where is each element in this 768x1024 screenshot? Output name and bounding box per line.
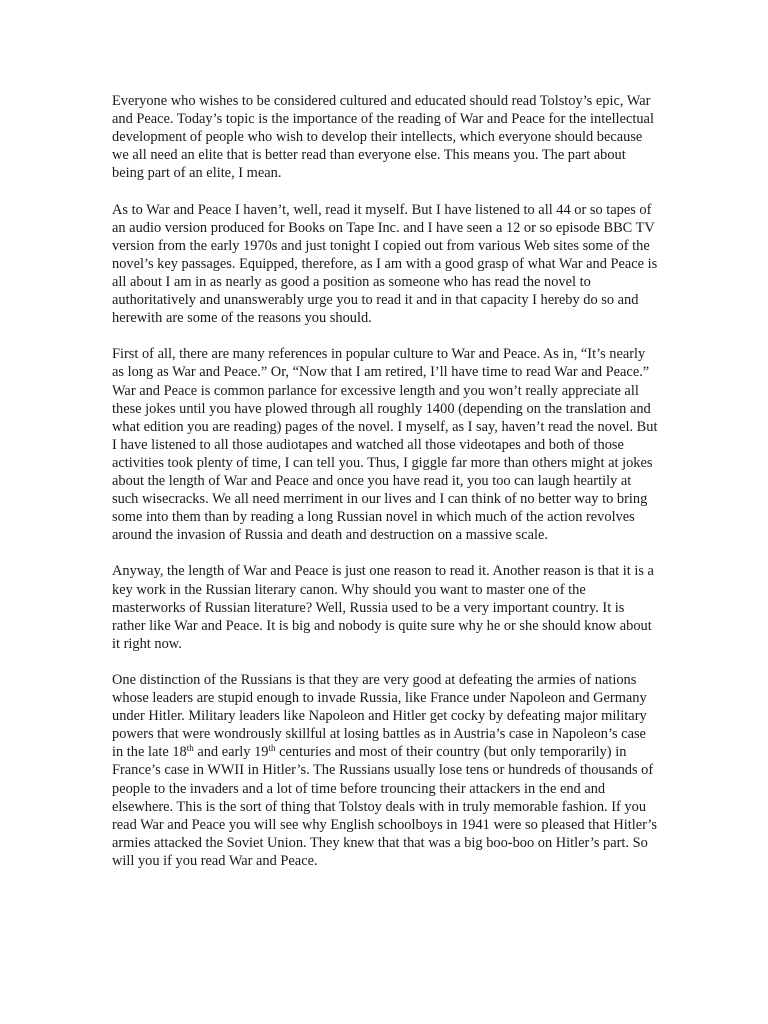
- paragraph-popular-culture: First of all, there are many references in popular culture to War and Peace. As in, “It’s nearly as long as War and Peace.” Or, “Now that I am retired, I’ll have time to read War and Peace.” War and Peace is common parlance for excessive length and you won’t really appreciate all these jokes until you have plowed through all roughly 1400 (depending on the translation and what edition you are reading) pages of the novel. I myself, as I say, haven’t read the novel. But I have listened to all those audiotapes and watched all those videotapes and both of those activities took plenty of time, I can tell you. Thus, I giggle far more than others might at jokes about the length of War and Peace and once you have read it, you too can laugh heartily at such wisecracks. We all need merriment in our lives and I can think of no better way to bring some into them than by reading a long Russian novel in which much of the action revolves around the invasion of Russia and death and destruction on a massive scale.: [112, 346, 658, 544]
- superscript-th-19: th: [268, 743, 276, 754]
- paragraph-russian-canon: Anyway, the length of War and Peace is just one reason to read it. Another reason is that it is a key work in the Russian literary canon. Why should you want to master one of the masterworks of Russian literature? Well, Russia used to be a very important country. It is rather like War and Peace. It is big and nobody is quite sure why he or she should know about it right now.: [112, 563, 654, 652]
- paragraph-invasions-text-2: and early 19: [193, 744, 269, 761]
- paragraph-invasions-text-1: One distinction of the Russians is that they are very good at defeating the armies of nations whose leaders are stupid enough to invade Russia, like France under Napoleon and Germany under Hitler. Military leaders like Napoleon and Hitler get cocky by defeating major military powers that were wondrously skillful at losing battles as in Austria’s case in Napoleon’s case in the late 18: [112, 672, 647, 761]
- document-page: [112, 92, 660, 888]
- paragraph-elite: Everyone who wishes to be considered cultured and educated should read Tolstoy’s epic, War and Peace. Today’s topic is the importance of the reading of War and Peace for the intellectual development of people who wish to develop their intellects, which everyone should because we all need an elite that is better read than everyone else. This means you. The part about being part of an elite, I mean.: [112, 93, 654, 182]
- paragraph-invasions-text-3: centuries and most of their country (but only temporarily) in France’s case in WWII in Hitler’s. The Russians usually lose tens or hundreds of thousands of people to the invaders and a lot of time before trouncing their attackers in the end and elsewhere. This is the sort of thing that Tolstoy deals with in truly memorable fashion. If you read War and Peace you will see why English schoolboys in 1941 were so pleased that Hitler’s armies attacked the Soviet Union. They knew that that was a big boo-boo on Hitler’s part. So will you if you read War and Peace.: [112, 744, 658, 869]
- superscript-th-18: th: [186, 743, 194, 754]
- paragraph-invasions: [112, 671, 660, 870]
- paragraph-audio-version: As to War and Peace I haven’t, well, read it myself. But I have listened to all 44 or so tapes of an audio version produced for Books on Tape Inc. and I have seen a 12 or so episode BBC TV version from the early 1970s and just tonight I copied out from various Web sites some of the novel’s key passages. Equipped, therefore, as I am with a good grasp of what War and Peace is all about I am in as nearly as good a position as someone who has read the novel to authoritatively and unanswerably urge you to read it and in that capacity I hereby do so and herewith are some of the reasons you should.: [112, 201, 658, 327]
